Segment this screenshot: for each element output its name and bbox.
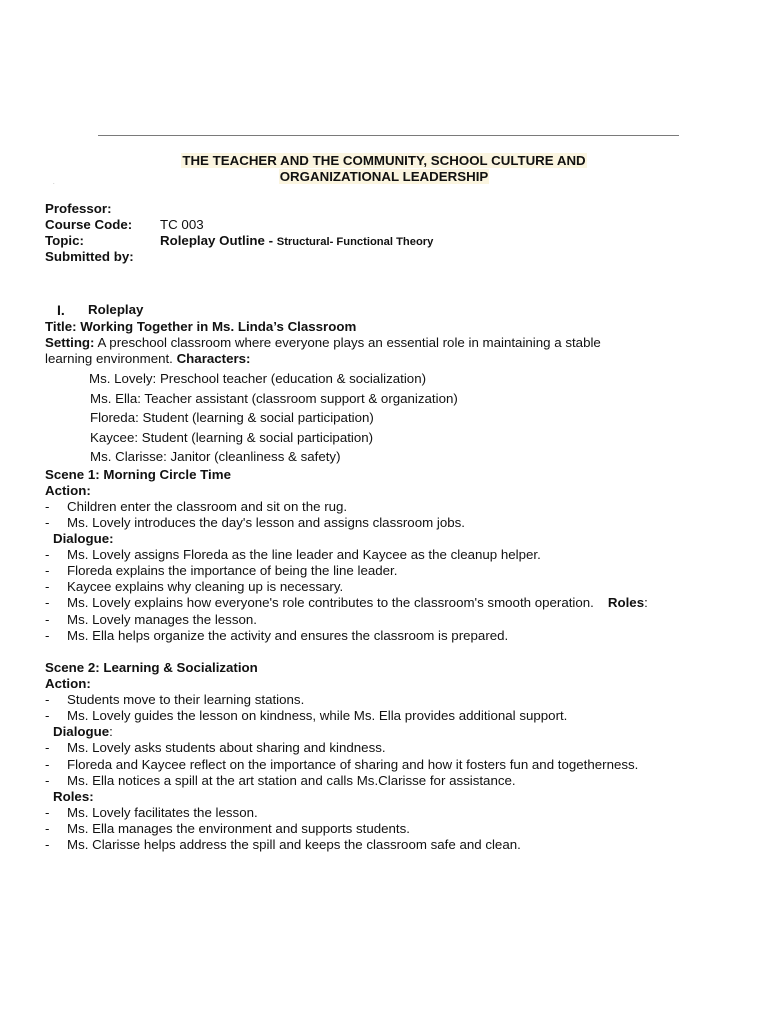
scene1-roles-label: Roles [607, 595, 645, 611]
bullet-dash: - [45, 756, 50, 772]
section-heading [57, 302, 143, 318]
list-item-text: Ms. Ella helps organize the activity and ensures the classroom is prepared. [67, 627, 509, 643]
document-title [0, 153, 768, 185]
characters-label: Characters: [176, 351, 251, 366]
character-item: Kaycee: Student (learning & social participation) [90, 429, 374, 445]
list-item [45, 821, 735, 837]
roles-colon: : [644, 595, 648, 611]
bullet-dash: - [45, 772, 50, 788]
list-item-text: Ms. Lovely manages the lesson. [67, 611, 257, 627]
spacer [45, 644, 735, 660]
list-item-text: Ms. Lovely guides the lesson on kindness, while Ms. Ella provides additional support. [67, 708, 568, 724]
character-item: Ms. Lovely: Preschool teacher (education & socialization) [89, 371, 427, 386]
bullet-dash: - [45, 563, 50, 579]
list-item [45, 499, 735, 515]
topic-value [160, 233, 433, 249]
section-number: I. [57, 302, 65, 318]
scene2-action-label: Action: [45, 676, 91, 691]
list-item [45, 757, 735, 773]
meta-submitted [45, 249, 433, 265]
list-item-text: Ms. Ella notices a spill at the art station and calls Ms.Clarisse for assistance. [67, 772, 516, 788]
bullet-dash: - [45, 579, 50, 595]
meta-course-code [45, 217, 433, 233]
scene1-action-label: Action: [45, 482, 91, 498]
bullet-dash: - [45, 514, 50, 530]
course-code-value: TC 003 [160, 217, 204, 232]
roleplay-title-value: Working Together in Ms. Linda’s Classroom [80, 319, 357, 334]
setting-text-1: A preschool classroom where everyone plays an essential role in maintaining a stable [97, 335, 601, 350]
list-item [45, 837, 735, 853]
list-item [45, 805, 735, 821]
submitted-label: Submitted by: [45, 249, 134, 264]
list-item-text: Ms. Lovely asks students about sharing and kindness. [67, 740, 386, 756]
list-item [45, 692, 735, 708]
roleplay-title-label: Title: [45, 319, 77, 334]
setting-text-2: learning environment. [45, 351, 173, 366]
title-line-2: ORGANIZATIONAL LEADERSHIP [279, 169, 489, 184]
setting-line-2 [45, 351, 735, 367]
bullet-dash: - [45, 837, 50, 853]
topic-sub: Structural- Functional Theory [276, 236, 434, 248]
list-item-text: Ms. Clarisse helps address the spill and keeps the classroom safe and clean. [67, 837, 521, 853]
character-item: Ms. Clarisse: Janitor (cleanliness & safety) [90, 449, 341, 464]
list-item-text: Floreda explains the importance of being the line leader. [67, 563, 398, 579]
list-item [45, 515, 735, 531]
list-item-text: Children enter the classroom and sit on the rug. [67, 498, 348, 514]
list-item-text: Ms. Lovely introduces the day's lesson and assigns classroom jobs. [67, 514, 465, 530]
bullet-dash: - [45, 546, 50, 562]
stray-mark: . [53, 180, 55, 186]
bullet-dash: - [45, 821, 50, 837]
list-item [45, 773, 735, 789]
scene1-heading: Scene 1: Morning Circle Time [45, 466, 231, 482]
list-item-text [67, 595, 648, 611]
list-item-text: Ms. Ella manages the environment and supports students. [67, 821, 410, 837]
title-line-1: THE TEACHER AND THE COMMUNITY, SCHOOL CULTURE AND [182, 153, 586, 168]
bullet-dash: - [45, 627, 50, 643]
list-item [45, 708, 735, 724]
list-item-text: Ms. Lovely assigns Floreda as the line leader and Kaycee as the cleanup helper. [67, 546, 541, 562]
scene1-dialogue-label: Dialogue: [53, 530, 114, 546]
list-item [45, 595, 735, 611]
bullet-dash: - [45, 595, 50, 611]
scene2-dialogue-label [45, 724, 735, 740]
list-item-text: Floreda and Kaycee reflect on the importance of sharing and how it fosters fun and togetherness. [67, 756, 639, 772]
meta-professor [45, 201, 433, 217]
setting-line-1 [45, 335, 735, 351]
list-item [45, 579, 735, 595]
bullet-dash: - [45, 708, 50, 724]
list-item [45, 563, 735, 579]
topic-label: Topic: [45, 233, 84, 248]
meta-topic [45, 233, 433, 249]
bullet-dash: - [45, 740, 50, 756]
meta-block [45, 201, 433, 265]
character-item: Ms. Ella: Teacher assistant (classroom support & organization) [90, 390, 458, 406]
topic-main: Roleplay Outline - [160, 233, 277, 248]
list-item [45, 740, 735, 756]
list-item [45, 547, 735, 563]
list-item-text: Students move to their learning stations. [67, 692, 305, 707]
roleplay-title [45, 319, 735, 335]
bullet-dash: - [45, 611, 50, 627]
list-item-text: Ms. Lovely facilitates the lesson. [67, 804, 258, 820]
setting-label: Setting: [45, 335, 95, 350]
bullet-dash: - [45, 804, 50, 820]
dialogue-label-text: Dialogue [53, 724, 110, 740]
section-title: Roleplay [88, 302, 144, 317]
scene2-roles-label: Roles: [53, 788, 94, 804]
header-rule [98, 135, 679, 136]
dialogue-text: Ms. Lovely explains how everyone's role contributes to the classroom's smooth operation. [67, 595, 594, 611]
list-item [45, 628, 735, 644]
list-item-text: Kaycee explains why cleaning up is necessary. [67, 579, 344, 595]
bullet-dash: - [45, 692, 50, 707]
professor-label: Professor: [45, 201, 112, 216]
dialogue-colon: : [109, 724, 113, 740]
roleplay-body [45, 319, 735, 854]
list-item [45, 612, 735, 628]
scene2-heading: Scene 2: Learning & Socialization [45, 660, 258, 675]
course-code-label: Course Code: [45, 217, 133, 232]
character-item: Floreda: Student (learning & social participation) [90, 410, 374, 425]
bullet-dash: - [45, 498, 50, 514]
